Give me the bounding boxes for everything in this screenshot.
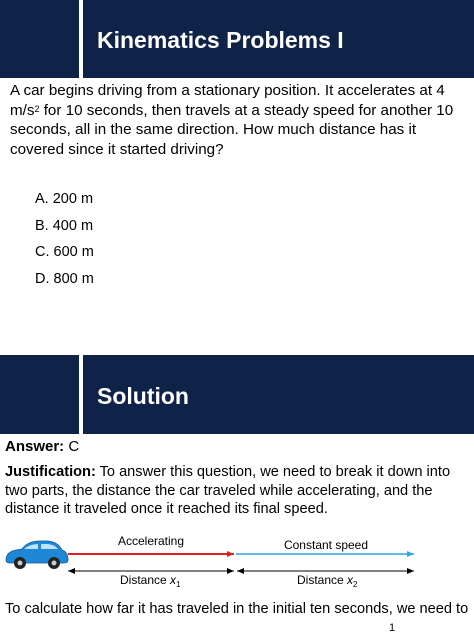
question-text (10, 81, 470, 159)
answer-label: Answer: (5, 438, 65, 455)
answer-line (5, 438, 79, 455)
banner-stripe (79, 0, 83, 78)
distance-x1-label: Distance $x_1$ (120, 573, 181, 589)
slide-title: Kinematics Problems I (97, 27, 344, 53)
title-banner (0, 0, 474, 78)
option-a[interactable]: A. 200 m (35, 191, 94, 207)
question-part2: for 10 seconds, then travels at a steady speed for another 10 seconds, all in the same direction. How much distance has it covered since it started driving? (10, 101, 454, 158)
justification-text (5, 463, 471, 519)
option-b[interactable]: B. 400 m (35, 217, 94, 234)
page-number: 1 (389, 622, 396, 632)
car-icon (6, 541, 68, 569)
question-superscript: 2 (34, 103, 40, 114)
option-c[interactable]: C. 600 m (35, 244, 94, 260)
justification-body: To answer this question, we need to break it down into two parts, the distance the car traveled while accelerating, and the distance it traveled once it reached its final speed. (5, 464, 451, 517)
answer-options (35, 191, 94, 297)
question-part1: A car begins driving from a stationary position. It accelerates at 4 m/s (10, 82, 445, 119)
justification-label: Justification: (5, 464, 96, 480)
motion-diagram (0, 530, 474, 592)
answer-value: C (64, 438, 80, 455)
solution-title: Solution (97, 383, 189, 409)
distance-x2-label: Distance $x_2$ (297, 573, 358, 589)
explanation-continued: To calculate how far it has traveled in the initial ten seconds, we need to (5, 601, 469, 617)
banner-stripe (79, 355, 83, 434)
accelerating-label: Accelerating (117, 534, 185, 548)
option-d[interactable]: D. 800 m (35, 270, 94, 287)
solution-banner (0, 355, 474, 434)
constant-speed-label: Constant speed (283, 538, 369, 552)
